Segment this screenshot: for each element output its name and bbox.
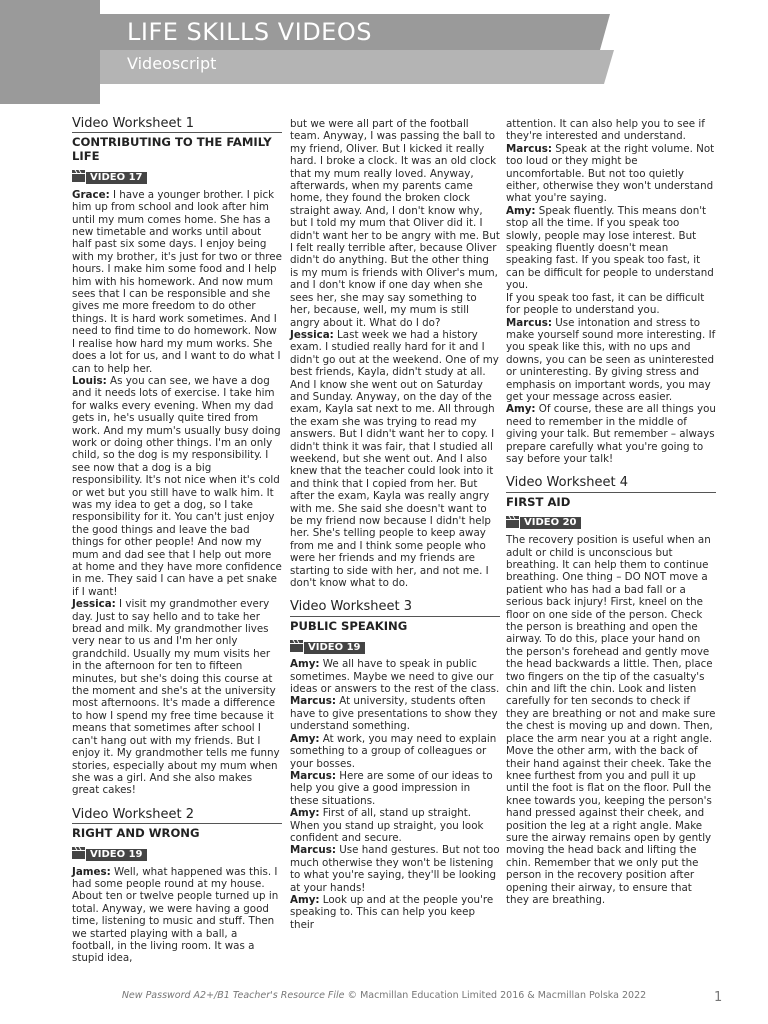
worksheet-heading: Video Worksheet 3 (290, 601, 500, 616)
clapperboard-icon (72, 170, 86, 185)
paragraph (290, 844, 500, 894)
paragraph (290, 770, 500, 807)
video-label: VIDEO 17 (86, 172, 147, 184)
paragraph (290, 733, 500, 770)
speaker: Marcus: (506, 316, 552, 329)
speaker: Marcus: (290, 844, 336, 857)
paragraph (72, 598, 282, 797)
footer-book-title: New Password A2+/B1 Teacher's Resource File (121, 990, 345, 1001)
paragraph (506, 317, 716, 404)
text: At work, you may need to explain something to a group of colleagues or your bosses. (290, 732, 497, 770)
text: Last week we had a history exam. I studied really hard for it and I didn't go out at the weekend. One of my best friends, Kayla, didn't study at all. And I know she went out on Saturday and Sunday. Anyway, on the day of the exam, Kayla sat next to me. All through the exam she was trying to read my answers. But I didn't want her to copy. I didn't think it was fair, that I studied all weekend, but she went out. And I also knew that the teacher could look into it and think that I copied from her. But after the exam, Kayla was really angry with me. She said she doesn't want to be my friend now because I didn't help her. She's telling people to keep away from me and I think some people who were her friends and my friends are starting to side with her, and not me. I don't know what to do. (290, 328, 499, 590)
text: Of course, these are all things you need to remember in the middle of giving your talk. But remember – always prepare carefully what you're going to say before your talk! (506, 403, 716, 465)
section-title: RIGHT AND WRONG (72, 826, 200, 841)
speaker: Marcus: (290, 769, 336, 782)
speaker: James: (72, 865, 111, 878)
video-label: VIDEO 19 (86, 849, 147, 861)
paragraph (290, 329, 500, 590)
speaker: Jessica: (290, 328, 334, 341)
text: At university, students often have to give presentations to show they understand something. (290, 695, 498, 733)
text: I have a younger brother. I pick him up from school and look after him until my mum comes home. She has a new timetable and works until about half past six some days. I enjoy being with my brother, it's just for two or three hours. I make him some food and I help him with his homework. And now mum sees that I can be responsible and she gives me more freedom to do other things. It is hard work sometimes. And I need to find time to do homework. Now I realise how hard my mum works. She does a lot for us, and I want to do what I can to help her. (72, 188, 282, 375)
text: I visit my grandmother every day. Just to say hello and to take her bread and milk. My grandmother lives very near to us and I'm her only grandchild. Usually my mum visits her in the afternoon for ten to fifteen minutes, but she's doing this course at the moment and she's at the university most afternoons. It's made a difference to how I spend my free time because it means that sometimes after school I can't hang out with my friends. But I enjoy it. My grandmother tells me funny stories, especially about my mum when she was a girl. And she also makes great cakes! (72, 598, 280, 797)
paragraph (506, 205, 716, 292)
section-title: CONTRIBUTING TO THE FAMILY LIFE (72, 135, 272, 164)
paragraph (506, 403, 716, 465)
speaker: Amy: (506, 204, 536, 217)
banner-title: LIFE SKILLS VIDEOS (127, 18, 372, 46)
speaker: Amy: (290, 658, 320, 671)
footer-copyright: © Macmillan Education Limited 2016 & Macmillan Polska 2022 (344, 990, 647, 1001)
video-badge (72, 847, 147, 862)
video-label: VIDEO 20 (520, 517, 581, 529)
speaker: Amy: (290, 893, 320, 906)
speaker: Amy: (290, 807, 320, 820)
clapperboard-icon (72, 847, 86, 862)
text: Speak fluently. This means don't stop all the time. If you speak too slowly, people may lose interest. But speaking fluently doesn't mean speaking fast. If you speak too fast, it can be difficult for people to understand you. (506, 204, 714, 292)
speaker: Amy: (290, 732, 320, 745)
column-3 (506, 118, 716, 906)
clapperboard-icon (506, 516, 520, 531)
header-banner (0, 0, 768, 110)
speaker: Marcus: (290, 695, 336, 708)
paragraph (290, 894, 500, 931)
text: Here are some of our ideas to help you give a good impression in these situations. (290, 769, 493, 807)
text: First of all, stand up straight. When you stand up straight, you look confident and secure. (290, 807, 484, 844)
column-1 (72, 118, 282, 965)
speaker: Grace: (72, 188, 110, 201)
paragraph (506, 292, 716, 317)
paragraph (72, 866, 282, 965)
paragraph (290, 658, 500, 695)
speaker: Marcus: (506, 142, 552, 155)
text: but we were all part of the football team. Anyway, I was passing the ball to my friend, Oliver. But I kicked it really hard. I broke a clock. It was an old clock that my mum really loved. Anyway, afterwards, when my parents came home, they found the broken clock straight away. And, I don't know why, but I told my mum that Oliver did it. I didn't want her to be angry with me. But I felt really terrible after, because Oliver didn't do anything. But the other thing is my mum is friends with Oliver's mum, and I don't know if one day when she sees her, she may say something to her, because, well, my mum is still angry about it. What do I do? (290, 118, 500, 329)
text: Use hand gestures. But not too much otherwise they won't be listening to what you're saying, they'll be looking at your hands! (290, 844, 500, 894)
text: If you speak too fast, it can be difficult for people to understand you. (506, 291, 705, 317)
footer (0, 990, 768, 1001)
speaker: Jessica: (72, 598, 116, 611)
paragraph (72, 375, 282, 598)
video-badge (72, 170, 147, 185)
paragraph (506, 143, 716, 205)
text: Look up and at the people you're speaking to. This can help you keep their (290, 893, 494, 931)
paragraph (290, 695, 500, 732)
clapperboard-icon (290, 640, 304, 655)
paragraph (506, 118, 716, 143)
text: Well, what happened was this. I had some people round at my house. About ten or twelve people turned up in total. Anyway, we were having a good time, listening to music and stuff. Then we started playing with a ball, a football, in the living room. It was a stupid idea, (72, 865, 279, 965)
video-badge (506, 516, 581, 531)
page-number: 1 (714, 990, 723, 1005)
speaker: Louis: (72, 374, 107, 387)
section-title: FIRST AID (506, 494, 571, 509)
paragraph (290, 118, 500, 329)
text: attention. It can also help you to see if they're interested and understand. (506, 118, 705, 143)
text: Use intonation and stress to make yourself sound more interesting. If you speak like this, with no ups and downs, you can be seen as uninterested or uninteresting. By giving stress and emphasis on important words, you may get your message across easier. (506, 316, 716, 403)
video-badge (290, 640, 365, 655)
worksheet-heading: Video Worksheet 4 (506, 477, 716, 492)
text: The recovery position is useful when an adult or child is unconscious but breathing. It can help them to continue breathing. One thing – DO NOT move a patient who has had a bad fall or a serious back injury! First, kneel on the floor on one side of the person. Check the person is breathing and open the airway. To do this, place your hand on the person's forehead and gently move the head backwards a little. Then, place two fingers on the tip of the casualty's chin and lift the chin. Look and listen carefully for ten seconds to check if they are breathing or not and make sure the chest is moving up and down. Then, place the arm near you at a right angle. Move the other arm, with the back of their hand against their cheek. Take the knee furthest from you and pull it up until the foot is flat on the floor. Pull the knee towards you, keeping the person's hand pressed against their cheek, and position the leg at a right angle. Make sure the airway remains open by gently moving the head back and lifting the chin. Remember that we only put the person in the recovery position after opening their airway, to ensure that they are breathing. (506, 534, 716, 906)
text: Speak at the right volume. Not too loud or they might be uncomfortable. But not too quietly either, otherwise they won't understand what you're saying. (506, 142, 715, 205)
paragraph (506, 534, 716, 906)
section-title: PUBLIC SPEAKING (290, 618, 408, 633)
speaker: Amy: (506, 403, 536, 416)
paragraph (72, 189, 282, 375)
video-label: VIDEO 19 (304, 642, 365, 654)
worksheet-heading: Video Worksheet 1 (72, 118, 282, 133)
banner-subtitle: Videoscript (127, 54, 217, 73)
worksheet-heading: Video Worksheet 2 (72, 809, 282, 824)
text: As you can see, we have a dog and it needs lots of exercise. I take him for walks every evening. When my dad gets in, he's usually quite tired from work. And my mum's usually busy doing work or doing other things. I'm an only child, so the dog is my responsibility. I see now that a dog is a big responsibility. It's not nice when it's cold or wet but you still have to walk him. It was my idea to get a dog, so I take responsibility for it. You can't just enjoy the good things and leave the bad things for other people! And now my mum and dad see that I help out more at home and they have more confidence in me. They said I can have a pet snake if I want! (72, 374, 282, 598)
text: We all have to speak in public sometimes. Maybe we need to give our ideas or answers to the rest of the class. (290, 658, 500, 696)
paragraph (290, 807, 500, 844)
column-2 (290, 118, 500, 931)
